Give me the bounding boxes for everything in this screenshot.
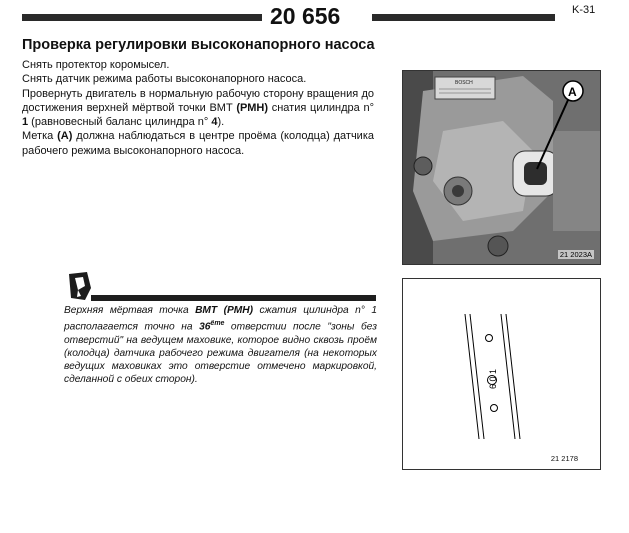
note-text: Верхняя мёртвая точка ВМТ (РМН) сжатия цилиндра n° 1 располагается точно на $36^{ёте}$ отверстии после "зоны без отверстий" на ведущем маховике, которое видно сквозь проём (колодца) датчика рабочего режима двигателя (на некоторых ведущих маховиках это отверстие отмечено маркировкой, сделанной с обеих сторон). xyxy=(64,305,377,385)
instruction-line: Снять протектор коромысел. xyxy=(22,59,170,71)
pump-photo-drawing xyxy=(403,71,600,264)
note-rule xyxy=(91,295,376,301)
callout-a-label: A xyxy=(568,85,577,99)
header-rule-right xyxy=(372,14,555,21)
photo-caption: 21 2023A xyxy=(559,250,592,259)
flywheel-diagram xyxy=(402,278,601,470)
instructions-text xyxy=(22,58,374,158)
flywheel-mark-label: 6 0 1 xyxy=(488,368,498,389)
instruction-line: Метка (A) должна наблюдаться в центре проёма (колодца) датчика рабочего режима высоконапорного насоса. xyxy=(22,130,374,157)
pump-brand-label: BOSCH xyxy=(455,80,473,86)
pump-photo xyxy=(402,70,601,265)
page-code: K-31 xyxy=(572,4,596,16)
header-rule-left xyxy=(22,14,262,21)
section-title: Проверка регулировки высоконапорного насоса xyxy=(22,37,375,53)
page-header xyxy=(22,3,620,29)
flywheel-drawing xyxy=(403,279,600,469)
document-number: 20 656 xyxy=(270,3,341,29)
diagram-caption: 21 2178 xyxy=(550,454,578,463)
instruction-line: Снять датчик режима работы высоконапорного насоса. xyxy=(22,73,307,86)
instruction-line: Провернуть двигатель в нормальную рабочую сторону вращения до достижения верхней мёртвой точки ВМТ (РМН) снатия цилиндра n° 1 (равновесный баланс цилиндра n° 4). xyxy=(22,87,374,129)
